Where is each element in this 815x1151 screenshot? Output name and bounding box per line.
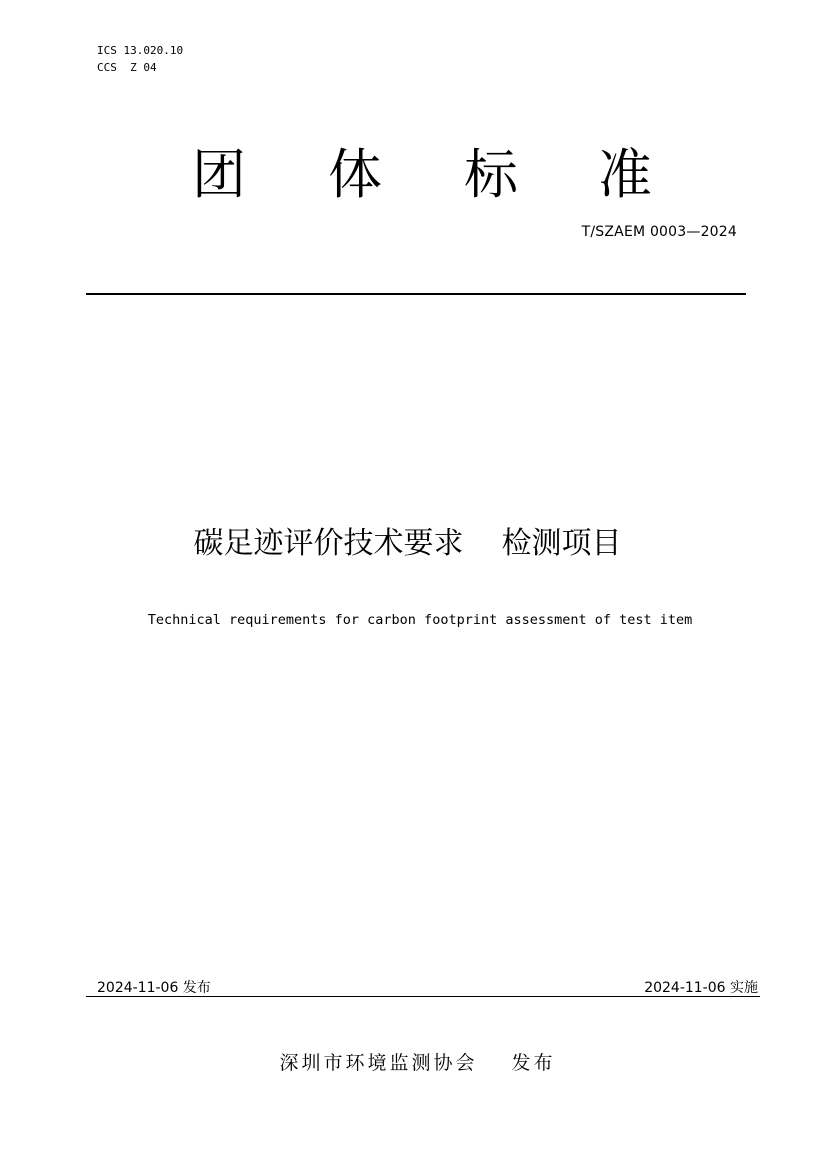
publisher-action: 发布 xyxy=(511,1052,556,1074)
publication-date: 2024-11-06 发布 xyxy=(97,980,211,996)
publisher-line xyxy=(0,1048,815,1075)
implementation-date: 2024-11-06 实施 xyxy=(644,980,758,996)
title-chinese-main: 碳足迹评价技术要求 xyxy=(193,526,464,561)
doc-type-char-3: 标 xyxy=(464,143,518,206)
footer-divider xyxy=(86,996,760,997)
header-divider xyxy=(86,293,746,295)
title-chinese-sub: 检测项目 xyxy=(501,526,622,561)
title-english: Technical requirements for carbon footprint assessment of test item xyxy=(147,612,693,628)
publisher-org: 深圳市环境监测协会 xyxy=(279,1052,478,1074)
ccs-code: CCS Z 04 xyxy=(97,61,157,74)
classification-codes xyxy=(97,42,183,76)
doc-type-char-2: 体 xyxy=(328,143,382,206)
doc-type-char-1: 团 xyxy=(192,143,246,206)
ics-code: ICS 13.020.10 xyxy=(97,44,184,57)
document-type-heading xyxy=(170,140,690,220)
standard-number: T/SZAEM 0003—2024 xyxy=(581,224,737,240)
doc-type-char-4: 准 xyxy=(598,143,652,206)
title-chinese xyxy=(0,524,815,564)
